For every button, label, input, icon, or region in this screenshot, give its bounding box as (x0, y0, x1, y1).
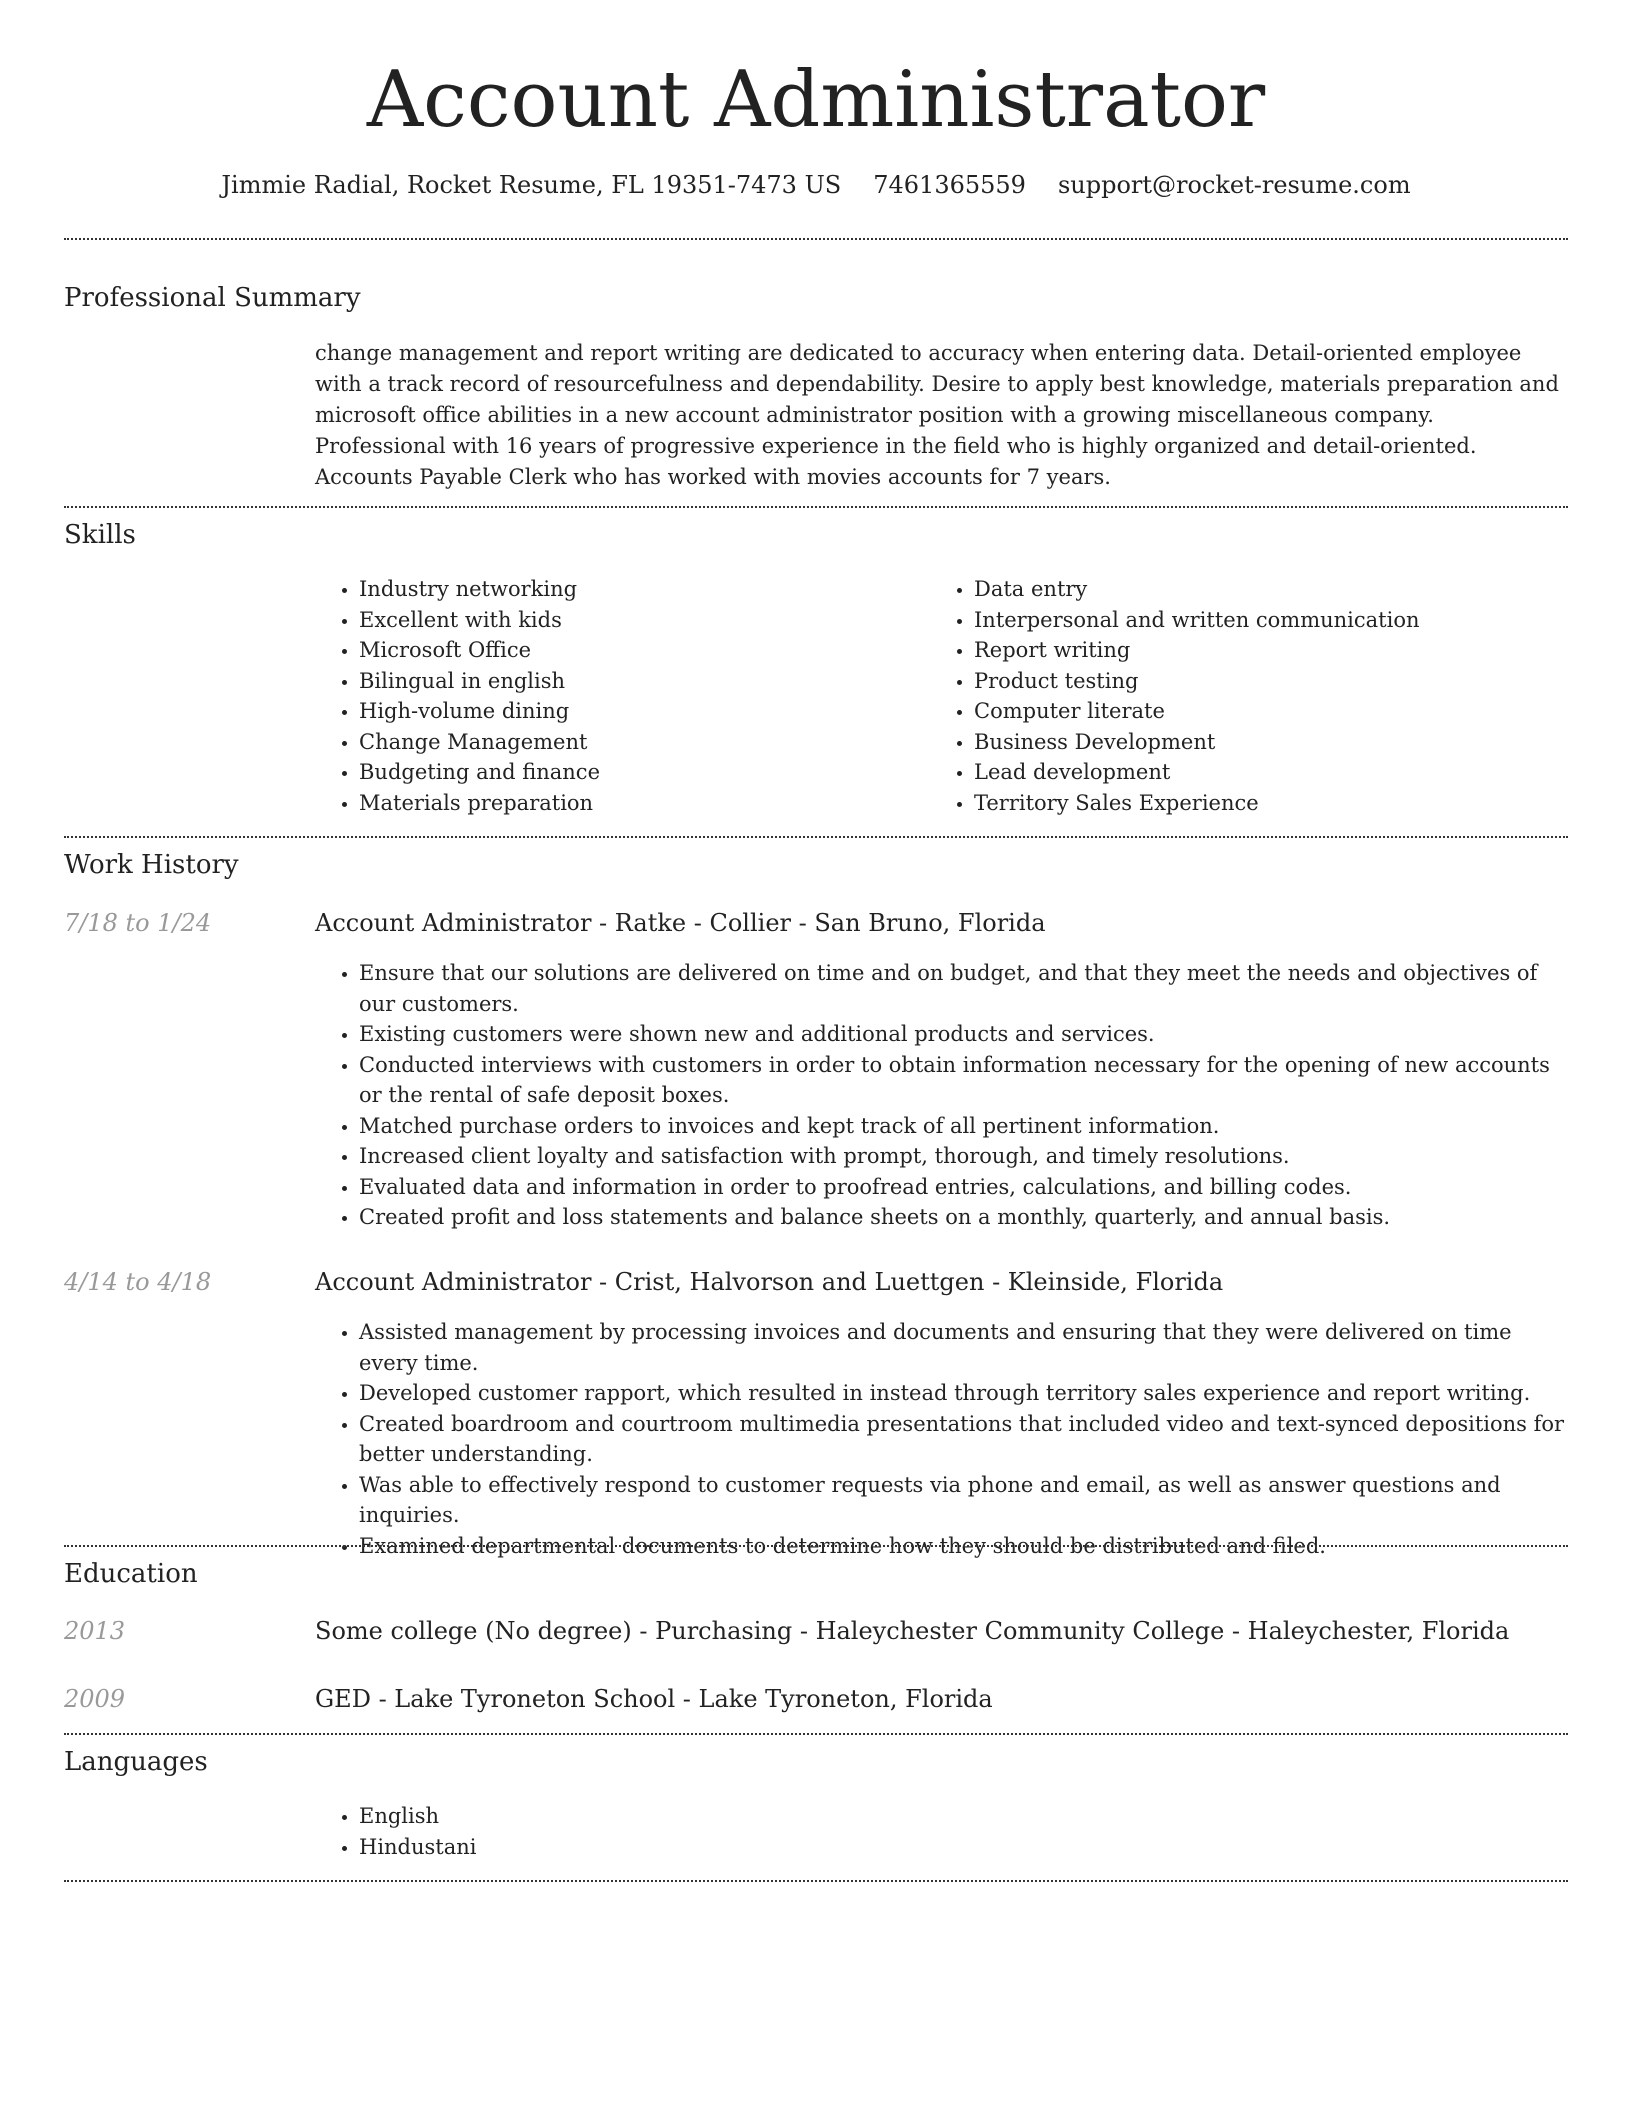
job-bullets (315, 1317, 1568, 1561)
skill-item: • Industry networking (359, 574, 915, 605)
job-heading: Account Administrator - Crist, Halvorson and Luettgen - Kleinside, Florida (315, 1268, 1224, 1296)
job-bullet: • Created boardroom and courtroom multimedia presentations that included video and text-synced depositions for better understanding. (359, 1409, 1568, 1470)
skill-item: • Bilingual in english (359, 666, 915, 697)
summary-text: change management and report writing are dedicated to accuracy when entering data. Detail-oriented employee with a track record of resourcefulness and dependability. Desire to apply best knowledge, materials preparation and microsoft office abilities in a new account administrator position with a growing miscellaneous company. Professional with 16 years of progressive experience in the field who is highly organized and detail-oriented. Accounts Payable Clerk who has worked with movies accounts for 7 years. (315, 341, 1559, 489)
contact-line (64, 168, 1568, 202)
job-dates: 7/18 to 1/24 (64, 909, 212, 937)
job-bullets (315, 958, 1568, 1233)
skill-item: • Lead development (974, 757, 1550, 788)
section-divider (64, 1545, 1568, 1547)
language-item: • Hindustani (359, 1832, 1568, 1863)
job-dates: 4/14 to 4/18 (64, 1268, 212, 1296)
section-divider (64, 238, 1568, 240)
education-year: 2013 (64, 1617, 126, 1645)
summary-heading: Professional Summary (64, 283, 361, 313)
job-bullet: • Conducted interviews with customers in order to obtain information necessary for the opening of new accounts or the rental of safe deposit boxes. (359, 1050, 1568, 1111)
education-heading: Education (64, 1559, 198, 1589)
contact-phone: 7461365559 (873, 171, 1026, 199)
job-bullet: • Increased client loyalty and satisfaction with prompt, thorough, and timely resolutions. (359, 1141, 1568, 1172)
section-divider (64, 836, 1568, 838)
education-year: 2009 (64, 1685, 126, 1713)
contact-address: Jimmie Radial, Rocket Resume, FL 19351-7473 US (221, 171, 842, 199)
skill-item: • Territory Sales Experience (974, 788, 1550, 819)
languages-heading: Languages (64, 1747, 208, 1777)
skills-heading: Skills (64, 520, 136, 550)
skill-item: • Report writing (974, 635, 1550, 666)
skill-item: • High-volume dining (359, 696, 915, 727)
job-bullet: • Assisted management by processing invoices and documents and ensuring that they were delivered on time every time. (359, 1317, 1568, 1378)
contact-email: support@rocket-resume.com (1057, 171, 1411, 199)
skill-item: • Budgeting and finance (359, 757, 915, 788)
skill-item: • Interpersonal and written communication (974, 605, 1550, 636)
job-bullet: • Created profit and loss statements and balance sheets on a monthly, quarterly, and annual basis. (359, 1202, 1568, 1233)
section-divider (64, 1880, 1568, 1882)
skills-column-right (930, 574, 1550, 818)
education-entry: Some college (No degree) - Purchasing - Haleychester Community College - Haleychester, Florida (315, 1617, 1510, 1645)
job-bullet: • Examined departmental documents to determine how they should be distributed and filed. (359, 1531, 1568, 1562)
job-bullet: • Matched purchase orders to invoices and kept track of all pertinent information. (359, 1111, 1568, 1142)
section-divider (64, 506, 1568, 508)
skill-item: • Product testing (974, 666, 1550, 697)
summary-body (315, 338, 1568, 493)
work-heading: Work History (64, 850, 239, 880)
skill-item: • Data entry (974, 574, 1550, 605)
job-bullet: • Existing customers were shown new and additional products and services. (359, 1019, 1568, 1050)
skill-item: • Excellent with kids (359, 605, 915, 636)
job-bullet: • Evaluated data and information in order to proofread entries, calculations, and billing codes. (359, 1172, 1568, 1203)
skill-item: • Change Management (359, 727, 915, 758)
job-bullet: • Developed customer rapport, which resulted in instead through territory sales experience and report writing. (359, 1378, 1568, 1409)
skills-column-left (315, 574, 915, 818)
job-bullet: • Ensure that our solutions are delivered on time and on budget, and that they meet the needs and objectives of our customers. (359, 958, 1568, 1019)
skill-item: • Business Development (974, 727, 1550, 758)
resume-name: Account Administrator (366, 55, 1266, 145)
section-divider (64, 1733, 1568, 1735)
skill-item: • Computer literate (974, 696, 1550, 727)
job-heading: Account Administrator - Ratke - Collier - San Bruno, Florida (315, 909, 1046, 937)
education-entry: GED - Lake Tyroneton School - Lake Tyroneton, Florida (315, 1685, 993, 1713)
skill-item: • Materials preparation (359, 788, 915, 819)
languages-list (315, 1801, 1568, 1862)
skill-item: • Microsoft Office (359, 635, 915, 666)
language-item: • English (359, 1801, 1568, 1832)
job-bullet: • Was able to effectively respond to customer requests via phone and email, as well as answer questions and inquiries. (359, 1470, 1568, 1531)
